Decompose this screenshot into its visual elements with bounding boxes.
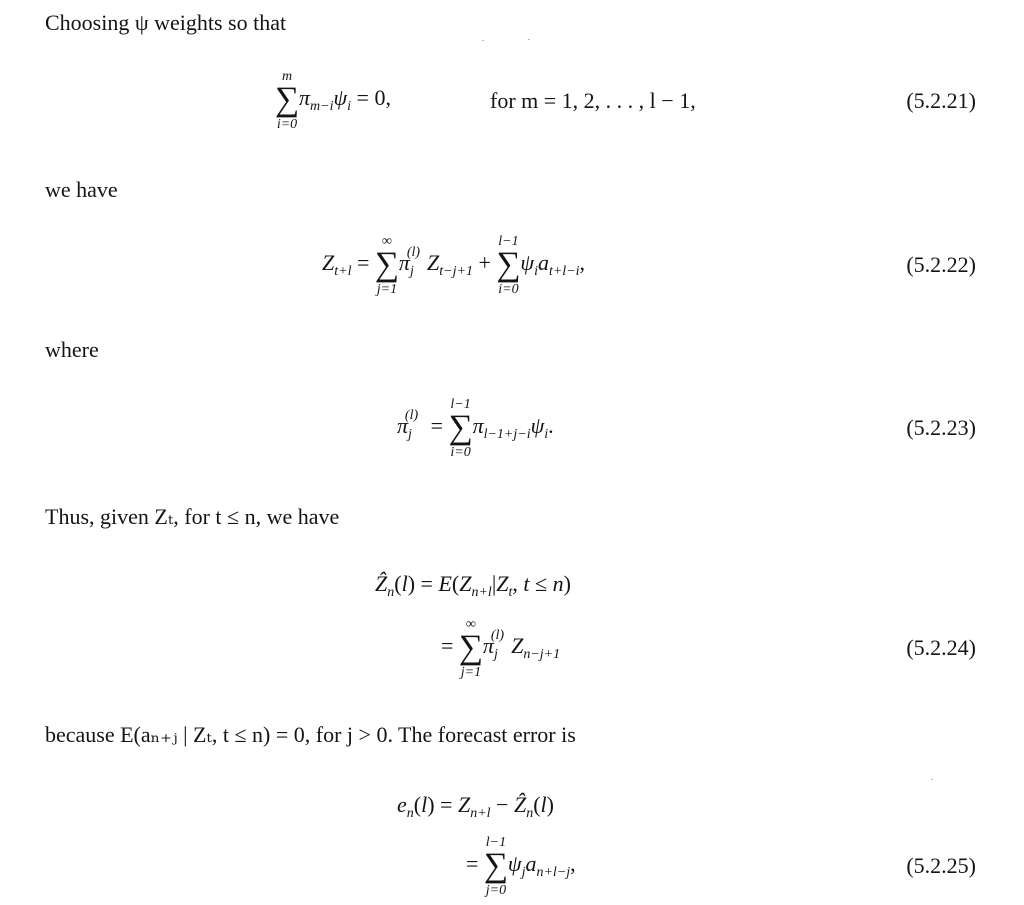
equation-number-5-2-25: (5.2.25) xyxy=(906,853,976,878)
equation-number-5-2-22: (5.2.22) xyxy=(906,252,976,277)
paragraph-where: where xyxy=(45,337,99,362)
equation-5-2-25-line2: = l−1 ∑ j=0 $\psi_ja_{n+l-j}$, xyxy=(466,835,576,898)
equation-number-5-2-24: (5.2.24) xyxy=(906,635,976,660)
paragraph-intro: Choosing ψ weights so that xyxy=(45,10,287,35)
paragraph-because: because E(aₙ₊ⱼ | Zₜ, t ≤ n) = 0, for j > 0. The forecast error is xyxy=(45,722,576,747)
equation-number-5-2-23: (5.2.23) xyxy=(906,415,976,440)
equation-5-2-23: $\pi_j^{(l)}$ = l−1 ∑ i=0 $\pi_{l-1+j-i}\psi_i$. xyxy=(397,397,554,460)
paragraph-thus: Thus, given Zₜ, for t ≤ n, we have xyxy=(45,504,340,529)
equation-5-2-22: $Z_{t+l}$ = ∞ ∑ j=1 $\pi_j^{(l)}$ $Z_{t-j+1}$ + l−1 ∑ i=0 $\psi_ia_{t+l-i}$, xyxy=(322,234,586,297)
scan-speck xyxy=(931,779,933,780)
scan-speck xyxy=(528,39,530,40)
scan-speck xyxy=(482,40,484,41)
paragraph-we-have: we have xyxy=(45,177,118,202)
equation-5-2-25-line1: $e_n(l) = Z_{n+l}$ − Ẑ$_n$(l) xyxy=(397,792,554,821)
equation-5-2-21-condition: for m = 1, 2, . . . , l − 1, xyxy=(490,88,696,113)
equation-5-2-21: m ∑ i=0 $\pi_{m-i}\psi_i = 0$, xyxy=(275,69,391,132)
equation-5-2-24-line2: = ∞ ∑ j=1 $\pi_j^{(l)}$ $Z_{n-j+1}$ xyxy=(441,617,561,680)
equation-5-2-24-line1: Ẑ$_n$(l) = $E(Z_{n+l}|Z_t$, t ≤ n) xyxy=(375,571,571,600)
equation-number-5-2-21: (5.2.21) xyxy=(906,88,976,113)
